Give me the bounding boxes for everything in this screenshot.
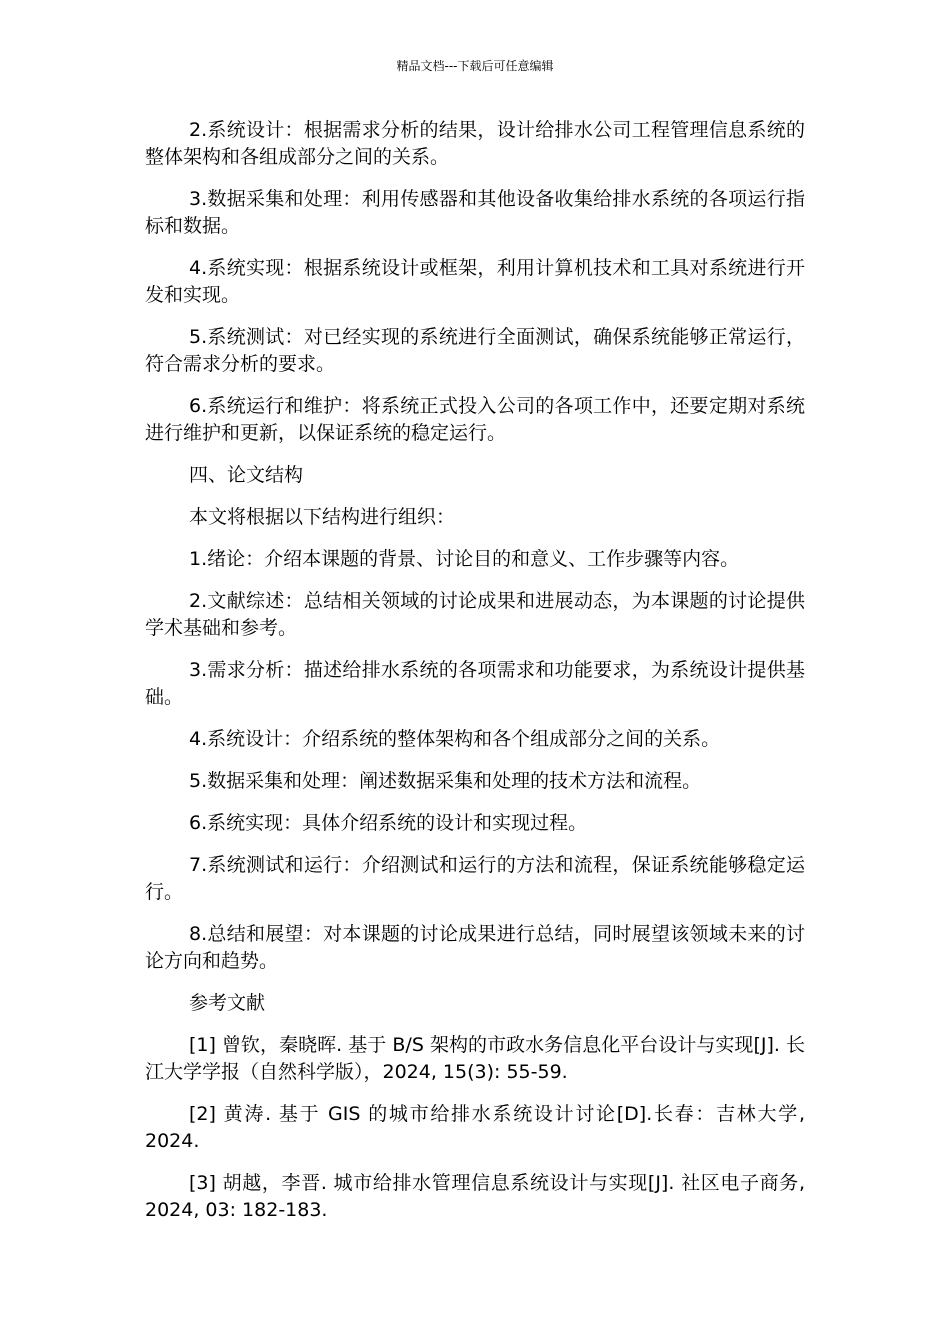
paragraph-structure-intro: 本文将根据以下结构进行组织： <box>189 506 456 528</box>
references-heading: 参考文献 <box>189 992 266 1014</box>
section-heading-thesis-structure: 四、论文结构 <box>189 464 304 486</box>
reference-item-2: [2] 黄涛. 基于 GIS 的城市给排水系统设计讨论[D].长春：吉林大学, 2024. <box>145 1103 805 1152</box>
page-header-watermark: 精品文档---下载后可任意编辑 <box>396 59 554 73</box>
paragraph-implementation-chapter: 6.系统实现：具体介绍系统的设计和实现过程。 <box>189 812 588 834</box>
paragraph-data-collection: 3.数据采集和处理：利用传感器和其他设备收集给排水系统的各项运行指标和数据。 <box>145 188 805 237</box>
paragraph-system-design: 2.系统设计：根据需求分析的结果，设计给排水公司工程管理信息系统的整体架构和各组成部分之间的关系。 <box>145 119 805 168</box>
reference-item-1: [1] 曾钦，秦晓晖. 基于 B/S 架构的市政水务信息化平台设计与实现[J]. 长江大学学报（自然科学版），2024, 15(3): 55-59. <box>145 1034 805 1083</box>
paragraph-introduction-chapter: 1.绪论：介绍本课题的背景、讨论目的和意义、工作步骤等内容。 <box>189 548 740 570</box>
document-body <box>145 117 805 1239</box>
paragraph-design-chapter: 4.系统设计：介绍系统的整体架构和各个组成部分之间的关系。 <box>189 728 721 750</box>
paragraph-data-chapter: 5.数据采集和处理：阐述数据采集和处理的技术方法和流程。 <box>189 770 702 792</box>
paragraph-system-implementation: 4.系统实现：根据系统设计或框架，利用计算机技术和工具对系统进行开发和实现。 <box>145 257 805 306</box>
paragraph-requirements-analysis: 3.需求分析：描述给排水系统的各项需求和功能要求，为系统设计提供基础。 <box>145 659 805 708</box>
reference-item-3: [3] 胡越，李晋. 城市给排水管理信息系统设计与实现[J]. 社区电子商务, 2024, 03: 182-183. <box>145 1172 805 1221</box>
paragraph-literature-review: 2.文献综述：总结相关领域的讨论成果和进展动态，为本课题的讨论提供学术基础和参考。 <box>145 590 805 639</box>
paragraph-system-maintenance: 6.系统运行和维护：将系统正式投入公司的各项工作中，还要定期对系统进行维护和更新，以保证系统的稳定运行。 <box>145 395 805 444</box>
paragraph-system-testing: 5.系统测试：对已经实现的系统进行全面测试，确保系统能够正常运行，符合需求分析的要求。 <box>145 326 805 375</box>
paragraph-summary-chapter: 8.总结和展望：对本课题的讨论成果进行总结，同时展望该领域未来的讨论方向和趋势。 <box>145 923 805 972</box>
paragraph-testing-chapter: 7.系统测试和运行：介绍测试和运行的方法和流程，保证系统能够稳定运行。 <box>145 854 805 903</box>
